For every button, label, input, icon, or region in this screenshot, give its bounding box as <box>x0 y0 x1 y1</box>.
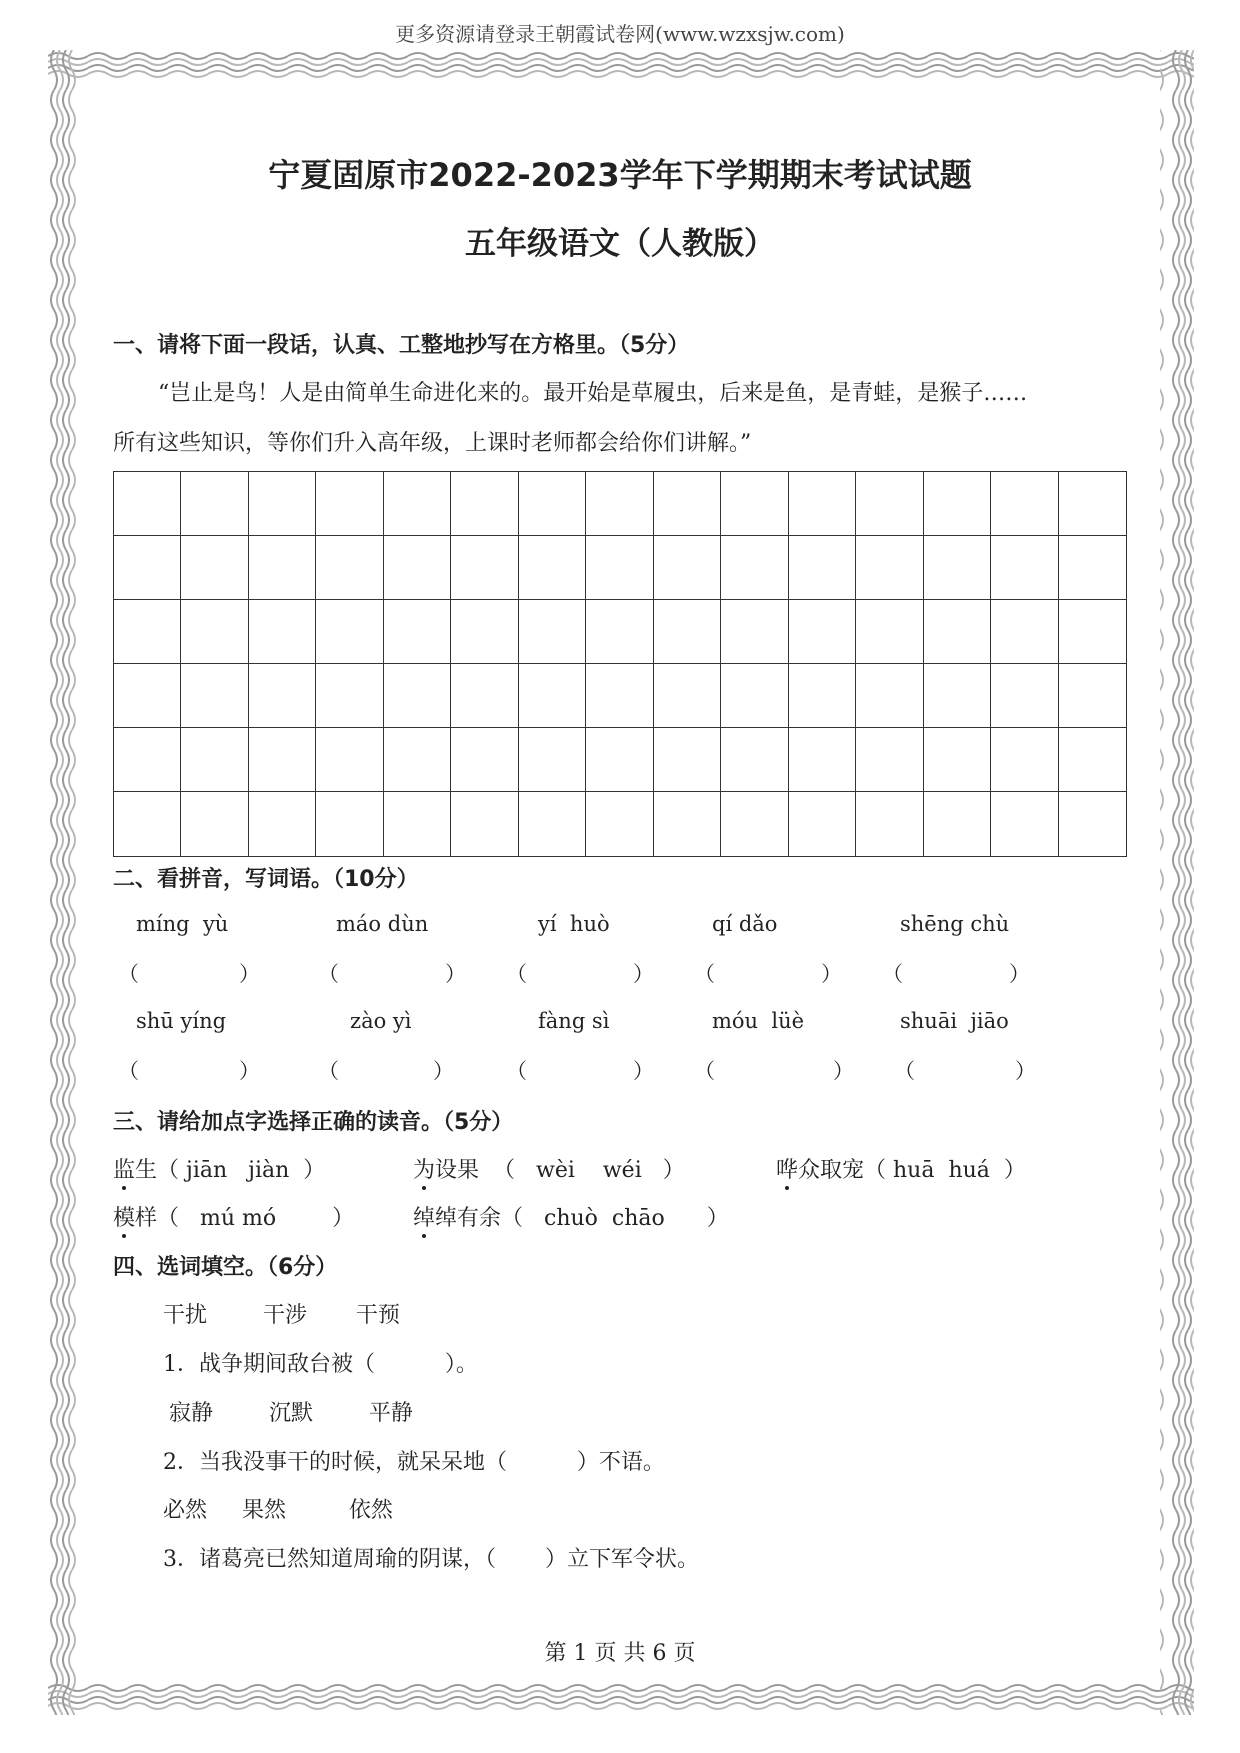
pinyin: fàng sì <box>538 1009 610 1033</box>
answer-blank[interactable]: （ ） <box>506 962 654 986</box>
answer-blank[interactable]: （ ） <box>894 1059 1036 1083</box>
pinyin: shēng chù <box>900 912 1010 936</box>
answer-blank[interactable]: （ ） <box>318 1059 454 1083</box>
answer-blank[interactable]: （ ） <box>118 1059 260 1083</box>
pinyin: qí dǎo <box>712 912 778 936</box>
exam-subtitle: 五年级语文（人教版） <box>465 226 775 262</box>
pinyin: míng yù <box>136 912 229 936</box>
fill-blank-question[interactable]: 2．当我没事干的时候，就呆呆地（ ）不语。 <box>163 1450 665 1475</box>
answer-blank[interactable]: （ ） <box>318 962 466 986</box>
dotted-char: 哗 <box>776 1153 798 1184</box>
pinyin: móu lüè <box>712 1009 805 1033</box>
header-note: 更多资源请登录王朝霞试卷网(www.wzxsjw.com) <box>395 22 845 46</box>
answer-blank[interactable]: （ ） <box>882 962 1030 986</box>
pinyin: máo dùn <box>336 912 429 936</box>
reading-choice-item[interactable]: 绰绰有余（ chuò chāo ） <box>413 1201 729 1232</box>
pinyin: zào yì <box>350 1009 412 1033</box>
dotted-char: 监 <box>113 1153 135 1184</box>
section2-heading: 二、看拼音，写词语。（10分） <box>113 867 419 892</box>
answer-blank[interactable]: （ ） <box>694 962 842 986</box>
fill-blank-question[interactable]: 3．诸葛亮已然知道周瑜的阴谋，（ ）立下军令状。 <box>163 1547 699 1572</box>
word-choices: 必然 果然 依然 <box>163 1498 393 1523</box>
section1-heading: 一、请将下面一段话，认真、工整地抄写在方格里。（5分） <box>113 333 690 358</box>
section1-passage-line1: “岂止是鸟！人是由简单生命进化来的。最开始是草履虫，后来是鱼，是青蛙，是猴子…… <box>158 381 1028 406</box>
answer-blank[interactable]: （ ） <box>118 962 260 986</box>
fill-blank-question[interactable]: 1．战争期间敌台被（ ）。 <box>163 1352 478 1377</box>
reading-choice-item[interactable]: 监生（ jiān jiàn ） <box>113 1153 325 1184</box>
section3-heading: 三、请给加点字选择正确的读音。（5分） <box>113 1110 514 1135</box>
pinyin: shū yíng <box>136 1009 227 1033</box>
dotted-char: 模 <box>113 1201 135 1232</box>
pinyin: yí huò <box>538 912 610 936</box>
section1-passage-line2: 所有这些知识，等你们升入高年级，上课时老师都会给你们讲解。” <box>113 431 752 456</box>
writing-grid[interactable] <box>113 471 1127 857</box>
reading-choice-item[interactable]: 模样（ mú mó ） <box>113 1201 354 1232</box>
answer-blank[interactable]: （ ） <box>694 1059 854 1083</box>
reading-choice-item[interactable]: 为设果 （ wèi wéi ） <box>413 1153 685 1184</box>
exam-title: 宁夏固原市2022-2023学年下学期期末考试试题 <box>268 156 972 194</box>
word-choices: 寂静 沉默 平静 <box>169 1401 413 1426</box>
reading-choice-item[interactable]: 哗众取宠（ huā huá ） <box>776 1153 1026 1184</box>
section4-heading: 四、选词填空。（6分） <box>113 1255 338 1280</box>
dotted-char: 绰 <box>413 1201 435 1232</box>
dotted-char: 为 <box>413 1153 435 1184</box>
answer-blank[interactable]: （ ） <box>506 1059 654 1083</box>
word-choices: 干扰 干涉 干预 <box>163 1303 400 1328</box>
pinyin: shuāi jiāo <box>900 1009 1009 1033</box>
page-number: 第 1 页 共 6 页 <box>544 1641 696 1666</box>
